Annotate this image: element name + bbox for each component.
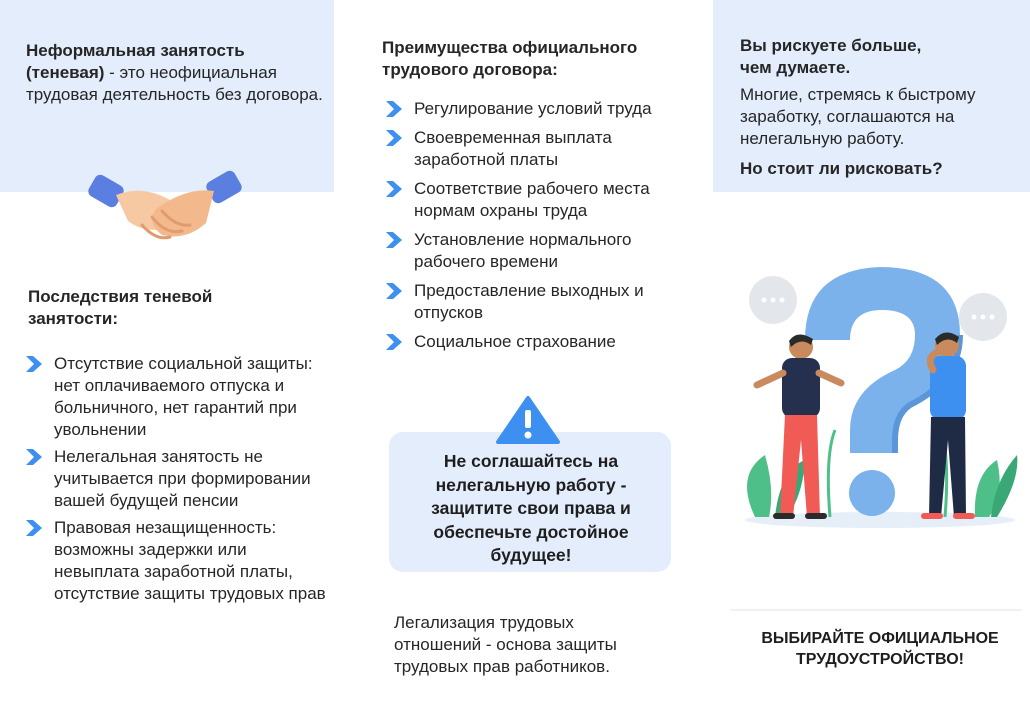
definition-text: - это неофициальная трудовая деятельность без договора. [26, 63, 323, 104]
chevron-right-icon [386, 181, 404, 197]
divider [730, 609, 1022, 611]
question-mark-illustration [735, 255, 1025, 535]
advantages-list [386, 98, 686, 353]
list-item: Установление нормального рабочего времени [386, 229, 686, 273]
warning-icon [496, 396, 560, 444]
advantages-title: Преимущества официального трудового договора: [382, 38, 638, 79]
chevron-right-icon [386, 334, 404, 350]
handshake-icon [86, 165, 246, 250]
legalization-note: Легализация трудовых отношений - основа защиты трудовых прав работников. [394, 613, 617, 676]
list-item: Предоставление выходных и отпусков [386, 280, 686, 324]
warning-text: Не соглашайтесь на нелегальную работу - защитите свои права и обеспечьте достойное будущее! [431, 451, 631, 565]
list-item: Социальное страхование [386, 331, 686, 353]
list-item: Правовая незащищенность: возможны задержки или невыплата заработной платы, отсутствие защиты трудовых прав [26, 517, 326, 605]
list-item: Регулирование условий труда [386, 98, 686, 120]
chevron-right-icon [386, 232, 404, 248]
chevron-right-icon [26, 356, 44, 372]
risk-question: Но стоит ли рисковать? [740, 159, 943, 178]
call-to-action: ВЫБИРАЙТЕ ОФИЦИАЛЬНОЕ ТРУДОУСТРОЙСТВО! [761, 630, 999, 668]
risk-title: Вы рискуете больше, чем думаете. [740, 36, 922, 77]
definition-term: Неформальная занятость (теневая) [26, 41, 245, 82]
list-item: Отсутствие социальной защиты: нет оплачиваемого отпуска и больничного, нет гарантий при увольнении [26, 353, 326, 441]
list-item: Своевременная выплата заработной платы [386, 127, 686, 171]
chevron-right-icon [386, 101, 404, 117]
list-item: Соответствие рабочего места нормам охраны труда [386, 178, 686, 222]
chevron-right-icon [386, 130, 404, 146]
risk-text: Многие, стремясь к быстрому заработку, соглашаются на нелегальную работу. [740, 85, 976, 148]
list-item: Нелегальная занятость не учитывается при формировании вашей будущей пенсии [26, 446, 326, 512]
chevron-right-icon [26, 449, 44, 465]
consequences-title: Последствия теневой занятости: [28, 287, 213, 328]
chevron-right-icon [386, 283, 404, 299]
informal-employment-definition [26, 40, 326, 106]
consequences-list [26, 353, 326, 605]
chevron-right-icon [26, 520, 44, 536]
